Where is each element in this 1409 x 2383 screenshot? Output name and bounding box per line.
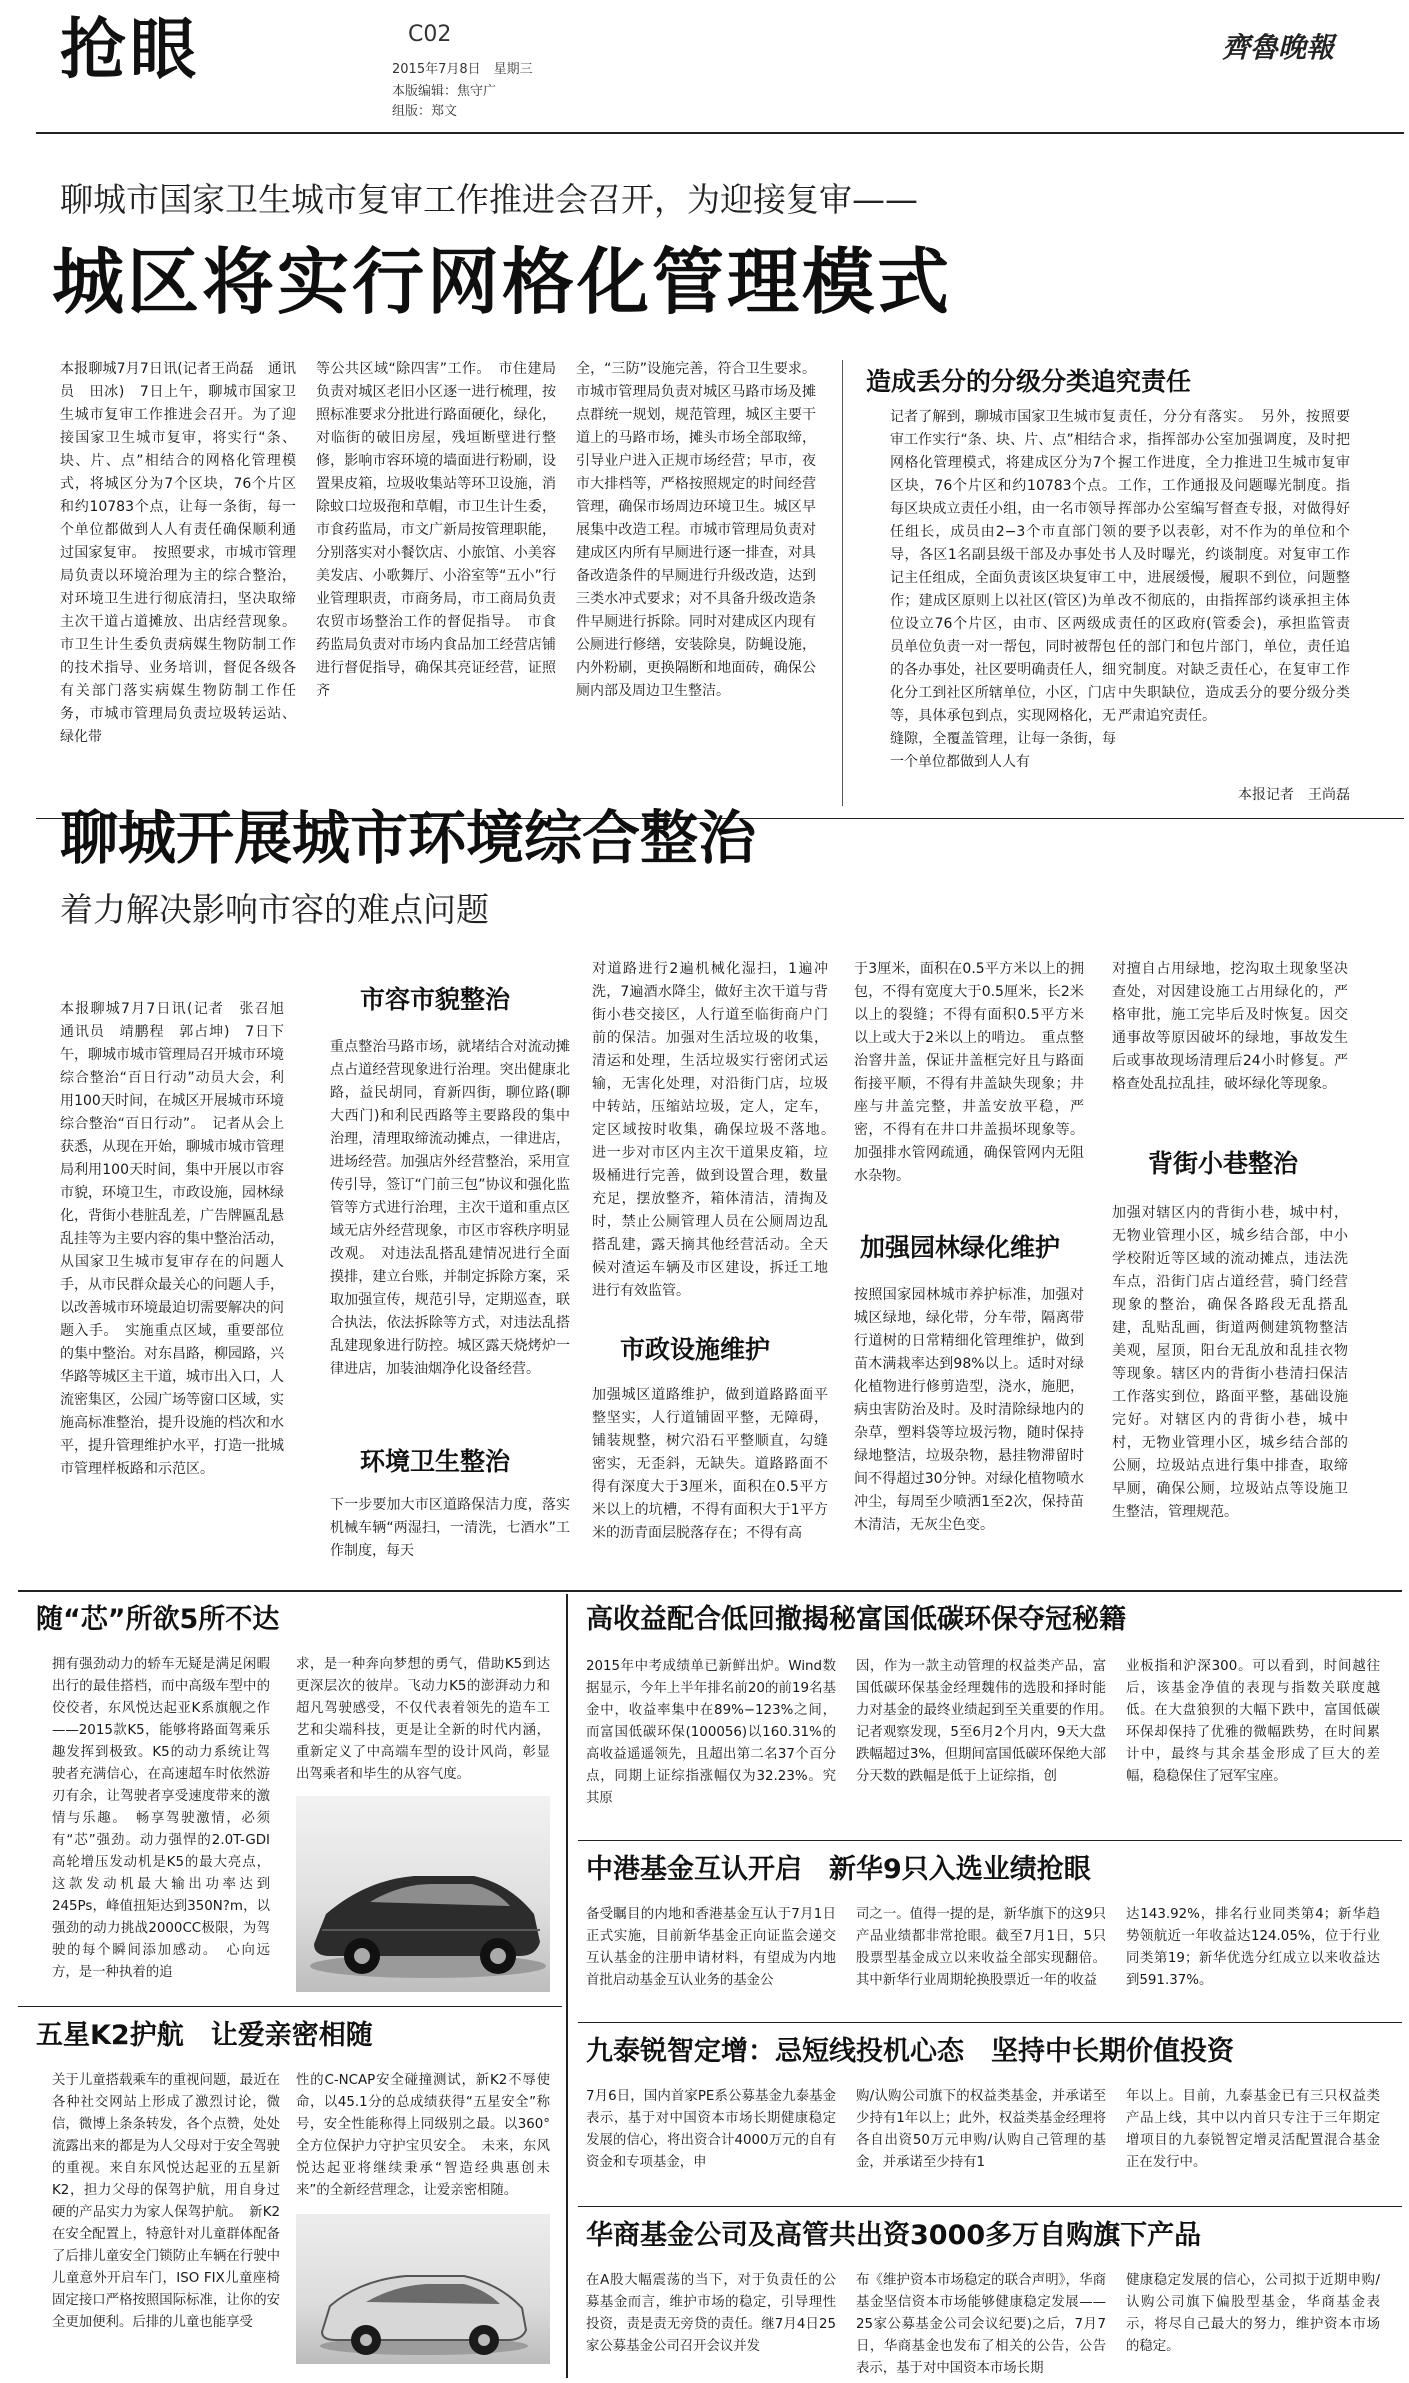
br-text-2: 因，作为一款主动管理的权益类产品，富国低碳环保基金经理魏伟的选股和择时能力对基金的最终业绩起到至关重要的作用。 记者观察发现，5至6月2个月内，9天大盘跌幅超过3%，但期间富国低碳环保绝大部分天数的跌幅是低于上证综指，创 — [856, 1659, 1120, 1784]
br-text-7: 7月6日，国内首家PE系公募基金九泰基金表示，基于对中国资本市场长期健康稳定发展的信心，将出资合计4000万元的自有资金和专项基金，申 — [586, 2089, 836, 2170]
layout-credit: 组版：郑文 — [392, 104, 458, 119]
br-text-11: 布《维护资本市场稳定的联合声明》，华商基金坚信资本市场能够健康稳定发展——25家公募基金公司会议纪要)之后，7月7日，华商基金也发布了相关的公告，公告表示，基于对中国资本市场长期 — [856, 2273, 1106, 2376]
sedan-icon — [296, 1796, 550, 1992]
story2-col2a: 重点整治马路市场，就堵结合对流动摊点占道经营现象进行治理。突出健康北路，益民胡同，育新四街，聊位路(聊大西门)和利民西路等主要路段的集中治理，清理取缔流动摊点，一律进店，进场经营。加强店外经营整治，采用宣传引导，签订“门前三包”协议和强化监管等方式进行治理，主次干道和重点区域无店外经营现象，市区市容秩序明显改观。 对违法乱搭乱建情况进行全面摸排，建立台账，并制定拆除方案，采取加强宣传，规范引导，定期巡查，联合执法，依法拆除等方式，对违法乱搭乱建现象进行防控。城区露天烧烤炉一律进店，加装油烟净化设备经营。 — [330, 1039, 570, 1377]
story2-col2b: 下一步要加大市区道路保洁力度，落实机械车辆“两湿扫，一清洗，七酒水”工作制度，每天 — [330, 1497, 570, 1559]
bl-headline-2: 五星K2护航 让爱亲密相随 — [36, 2020, 373, 2051]
br-text-3: 业板指和沪深300。可以看到，时间越往后，该基金净值的表现与指数关联度越低。在大盘狼狈的大幅下跌中，富国低碳环保却保持了优雅的微幅跌势，在时间累计中，最终与其余基金形成了巨大的差幅，稳稳保住了冠军宝座。 — [1126, 1659, 1380, 1784]
story2-subhead-sanitation: 环境卫生整治 — [360, 1447, 511, 1476]
car-photo-k5 — [296, 1796, 550, 1992]
br-text-6: 达143.92%，排名行业同类第4；新华趋势领航近一年收益达124.05%，位于行业同类第19；新华优选分红成立以来收益达到591.37%。 — [1126, 1907, 1380, 1988]
story2-subhead-alleys: 背街小巷整治 — [1148, 1149, 1299, 1178]
bl-text-2: 求，是一种奔向梦想的勇气，借助K5到达更深层次的彼岸。飞动力K5的澎湃动力和超凡驾驶感受，不仅代表着领先的造车工艺和尖端科技，更是让全新的时代内涵，重新定义了中高端车型的设计风尚，彰显出驾乘者和毕生的从容气度。 — [296, 1657, 550, 1782]
editor-credit: 本版编辑：焦守广 — [392, 84, 497, 99]
br-headline-1: 高收益配合低回撤揭秘富国低碳环保夺冠秘籍 — [586, 1604, 1126, 1635]
masthead-rule — [36, 132, 1404, 134]
story1-headline: 城区将实行网格化管理模式 — [52, 240, 953, 324]
br-headline-2: 中港基金互认开启 新华9只入选业绩抢眼 — [586, 1854, 1091, 1885]
br-headline-3: 九泰锐智定增：忌短线投机心态 坚持中长期价值投资 — [586, 2036, 1234, 2067]
br-text-9: 年以上。目前，九泰基金已有三只权益类产品上线，其中以内首只专注于三年期定增项目的九泰锐智定增灵活配置混合基金正在发行中。 — [1126, 2089, 1380, 2170]
br-headline-4: 华商基金公司及高管共出资3000多万自购旗下产品 — [586, 2220, 1202, 2251]
story1-col5: 责任，分分有落实。 另外，按照要求，指挥部办公室加强调度，及时把握工作进度，全力推进卫生城市复审工作，工作通报及问题曝光制度。指挥部办公室编写督查专报，对做得好的要予以表彰，对不作为的单位和个人及时曝光，约谈制度。对复审工作中，进展缓慢，履职不到位，问题整改不彻底的，由指挥部约谈承担主体责任的区政府(管委会)，承担监管责任的部门和包片部门，单位，责任追究制度。对缺乏责任心，在复审工作中失职缺位，造成丢分的要分级分类严肃追究责任。 — [1118, 409, 1350, 724]
story1-col2: 等公共区域“除四害”工作。 市住建局负责对城区老旧小区逐一进行梳理，按照标准要求分批进行路面硬化，绿化，对临街的破旧房屋，残垣断壁进行整修，影响市容环境的墙面进行粉刷，设置果皮箱，垃圾收集站等环卫设施，消除蚊口垃圾孢和草帽，市卫生计生委，市食药监局，市文广新局按管理职能，分别落实对小餐饮店、小旅馆、小美容美发店、小歌舞厅、小浴室等“五小”行业管理职责，市商务局，市工商局负责农贸市场整治工作的督促指导。 市食药监局负责对市场内食品加工经营店铺进行督促指导，确保其亮证经营，证照齐 — [316, 361, 556, 699]
br-text-8: 购/认购公司旗下的权益类基金，并承诺至少持有1年以上；此外，权益类基金经理将各自出资50万元申购/认购自己管理的基金，并承诺至少持有1 — [856, 2089, 1106, 2170]
hatchback-icon — [296, 2214, 550, 2364]
section-logo: 抢眼 — [60, 11, 200, 88]
story2-col1: 本报聊城7月7日讯(记者 张召旭 通讯员 靖鹏程 郭占坤) 7日下午，聊城市城市管理局召开城市环境综合整治“百日行动”动员大会，利用100天时间，在城区开展城市环境综合整治“百日行动”。 记者从会上获悉，从现在开始，聊城市城市管理局利用100天时间，集中开展以市容市貌，环境卫生，市政设施，园林绿化，背街小巷脏乱差，广告牌匾乱悬乱挂等为主要内容的集中整治活动，从国家卫生城市复审存在的问题人手，从市民群众最关心的问题人手，以改善城市环境最迫切需要解决的问题入手。 实施重点区域，重要部位的集中整治。对东昌路，柳园路，兴华路等城区主干道，城市出入口，人流密集区，公园广场等窗口区域，实施高标准整治，提升设施的档次和水平，提升管理维护水平，打造一批城市管理样板路和示范区。 — [60, 1001, 298, 1477]
story1-col3: 全，“三防”设施完善，符合卫生要求。市城市管理局负责对城区马路市场及摊点群统一规划，规范管理，城区主要干道上的马路市场，摊头市场全部取缔，引导业户进入正规市场经营；早市，夜市大排档等，严格按照规定的时间经营管理，确保市场周边环境卫生。城区早展集中改造工程。市城市管理局负责对建成区内所有早厕进行逐一排查，对具备改造条件的早厕进行升级改造，达到三类水冲式要求；对不具备升级改造条件早厕进行拆除。同时对建成区内现有公厕进行修缮，安装除臭，防蝇设施，内外粉刷，更换隔断和地面砖，确保公厕内部及周边卫生整洁。 — [576, 361, 816, 699]
story1-divider — [842, 360, 843, 806]
br-text-5: 司之一。值得一提的是，新华旗下的这9只产品业绩都非常抢眼。截至7月1日，5只股票型基金成立以来收益全部实现翻倍。其中新华行业周期轮换股票近一年的收益 — [856, 1907, 1106, 1988]
bl-divider — [18, 2006, 562, 2007]
story1-byline: 本报记者 王尚磊 — [1238, 787, 1350, 803]
br-text-10: 在A股大幅震荡的当下，对于负责任的公募基金而言，维护市场的稳定，引导理性投资，责是责无旁贷的责任。继7月4日25家公募基金公司召开会议并发 — [586, 2273, 836, 2354]
story2-col3b: 加强城区道路维护，做到道路路面平整坚实，人行道铺固平整，无障碍，铺装规整，树穴沿石平整顺直，勾缝密实，无歪斜，无缺失。道路路面不得有深度大于3厘米，面积在0.5平方米以上的坑槽，不得有面积大于1平方米的沥青面层脱落存在；不得有高 — [592, 1387, 828, 1541]
bl-text-4: 性的C-NCAP安全碰撞测试，新K2不辱使命，以45.1分的总成绩获得“五星安全”称号，安全性能称得上同级别之最。以360°全方位保护力守护宝贝安全。 未来，东风悦达起亚将继续秉承“智造经典惠创未来”的全新经营理念，让爱亲密相随。 — [296, 2073, 550, 2198]
issue-date: 2015年7月8日 星期三 — [392, 62, 533, 77]
bl-text-1: 拥有强劲动力的轿车无疑是满足闲暇出行的最佳搭档，而中高级车型中的佼佼者，东风悦达起亚K系旗舰之作——2015款K5，能够将路面驾乘乐趣发挥到极致。K5的动力系统让驾驶者充满信心，在高速超车时依然游刃有余，让驾驶者享受速度带来的激情与乐趣。 畅享驾驶激情，必须有“芯”强劲。动力强悍的2.0T-GDI高轮增压发动机是K5的最大亮点，这款发动机最大输出功率达到245Ps，峰值扭矩达到350N?m，以强劲的动力挑战2000CC极限，为驾驶的每个瞬间添加感动。 心向远方，是一种执着的追 — [52, 1657, 270, 1980]
br-text-1: 2015年中考成绩单已新鲜出炉。Wind数据显示，今年上半年排名前20的前19名基金中，收益率集中在89%−123%之间，而富国低碳环保(100056)以160.31%的高收益遥遥领先，且超出第二名37个百分点，同期上证综指涨幅仅为32.23%。究其原 — [586, 1659, 836, 1806]
bottom-vertical-divider — [566, 1594, 568, 2378]
story2-subhead-cityscape: 市容市貌整治 — [360, 985, 511, 1014]
br-text-12: 健康稳定发展的信心，公司拟于近期申购/认购公司旗下偏股型基金，华商基金表示，将尽自己最大的努力，维护资本市场的稳定。 — [1126, 2273, 1380, 2354]
story2-subhead-greening: 加强园林绿化维护 — [860, 1233, 1061, 1262]
story1-subhead: 造成丢分的分级分类追究责任 — [866, 367, 1192, 396]
newspaper-logo: 齊魯晚報 — [1222, 31, 1335, 64]
story1-kicker: 聊城市国家卫生城市复审工作推进会召开，为迎接复审—— — [60, 180, 918, 219]
br-divider-1 — [578, 1840, 1402, 1841]
bl-text-3: 关于儿童搭载乘车的重视问题，最近在各种社交网站上形成了激烈讨论，微信，微博上条条转发，各个点赞，处处流露出来的都是为人父母对于安全驾驶的重视。来自东风悦达起亚的五星新K2，担力父母的保驾护航，用自身过硬的产品实力为家人保驾护航。 新K2在安全配置上，特意针对儿童群体配备了后排儿童安全门锁防止车辆在行驶中儿童意外开启车门，ISO FIX儿童座椅固定接口严格按照国际标准，让你的安全更加便利。后排的儿童也能享受 — [52, 2073, 280, 2330]
car-photo-k2 — [296, 2214, 550, 2364]
story2-col5b: 加强对辖区内的背街小巷，城中村，无物业管理小区，城乡结合部，中小学校附近等区域的流动摊点，违法洗车点，沿街门店占道经营，骑门经营现象的整治，确保各路段无乱搭乱建，乱贴乱画，街道两侧建筑物整洁美观，屋顶，阳台无乱放和乱挂衣物等现象。辖区内的背街小巷清扫保洁工作落实到位，路面平整，基础设施完好。对辖区内的背街小巷，城中村，无物业管理小区，城乡结合部的公厕，垃圾站点进行集中排查，取缔早厕，确保公厕，垃圾站点等设施卫生整洁，管理规范。 — [1112, 1205, 1348, 1520]
story2-col5a: 对擅自占用绿地，挖沟取土现象坚决查处，对因建设施工占用绿化的，严格审批，施工完毕后及时恢复。因交通事故等原因破坏的绿地，事故发生后或事故现场清理后24小时修复。严格查处乱拉乱挂，破坏绿化等现象。 — [1112, 961, 1348, 1092]
br-divider-2 — [578, 2022, 1402, 2023]
bl-headline-1: 随“芯”所欲5所不达 — [36, 1604, 280, 1635]
bottom-section-rule — [18, 1590, 1402, 1592]
story2-col3a: 对道路进行2遍机械化湿扫，1遍冲洗，7遍酒水降尘，做好主次干道与背街小巷交接区，人行道至临街商户门前的保洁。加强对生活垃圾的收集，清运和处理，生活垃圾实行密闭式运输，无害化处理，对沿街门店，垃圾中转站，压缩站垃圾，定人，定车，定区域按时收集，确保垃圾不落地。 进一步对市区内主次干道果皮箱，垃圾桶进行完善，做到设置合理，数量充足，摆放整齐，箱体清洁，清掏及时，禁止公厕管理人员在公厕周边乱搭乱建，露天摘其他经营活动。全天候对渣运车辆及市区建设，拆迁工地进行有效监管。 — [592, 961, 842, 1299]
page-number: C02 — [408, 22, 452, 47]
story1-col1: 本报聊城7月7日讯(记者王尚磊 通讯员 田冰) 7日上午，聊城市国家卫生城市复审工作推进会召开。为了迎接国家卫生城市复审，将实行“条、块、片、点”相结合的网格化管理模式，将城区分为7个区块，76个片区和约10783个点，让每一条街，每一个单位都做到人人有责任确保顺利通过国家复审。 按照要求，市城市管理局负责以环境治理为主的综合整治，对环境卫生进行彻底清扫，坚决取缔主次干道占道摊放、出店经营现象。市卫生计生委负责病媒生物防制工作的技术指导、业务培训，督促各级各有关部门落实病媒生物防制工作任务，市城市管理局负责垃圾转运站、绿化带 — [60, 361, 296, 745]
br-text-4: 备受瞩目的内地和香港基金互认于7月1日正式实施，目前新华基金正向证监会递交互认基金的注册申请材料，有望成为内地首批启动基金互认业务的基金公 — [586, 1907, 836, 1988]
story2-col4a: 于3厘米，面积在0.5平方米以上的拥包，不得有宽度大于0.5厘米，长2米以上的裂缝；不得有面积0.5平方米以上或大于2米以上的啃边。 重点整治窨井盖，保证井盖框完好且与路面衔接平顺，不得有井盖缺失现象；井座与井盖完整，井盖安放平稳，严密，不得有在井口井盖损坏现象等。加强排水管网疏通，确保管网内无阻水杂物。 — [854, 961, 1084, 1184]
story2-subhead-municipal: 市政设施维护 — [620, 1335, 771, 1364]
story2-deck: 着力解决影响市容的难点问题 — [60, 890, 489, 929]
story1-col4: 记者了解到，聊城市国家卫生城市复审工作实行“条、块、片、点”相结合网格化管理模式，将建成区分为7个区块，76个片区和约10783个点。每区块成立责任小组，由一名市领导任组长，成员由2−3个市直部门领导，各区1名副县级干部及办事处书记主任组成，全面负责该区块复审工作；建成区原则上以社区(管区)为单位设立76个片区，由市、区两级成员单位负责一对一帮包，同时被帮包的各办事处，社区要明确责任人，细化分工到社区所辖单位，小区，门店等，具体承包到点，实现网格化，无缝隙，全覆盖管理，让每一条街，每一个单位都做到人人有 — [890, 409, 1116, 770]
story2-col4b: 按照国家园林城市养护标准，加强对城区绿地，绿化带，分车带，隔离带行道树的日常精细化管理维护，做到苗木满栽率达到98%以上。适时对绿化植物进行修剪造型，浇水，施肥，病虫害防治及时。及时清除绿地内的杂草，塑料袋等垃圾污物，随时保持绿地整洁，垃圾杂物，悬挂物滞留时间不得超过30分钟。对绿化植物喷水冲尘，每周至少喷洒1至2次，保持苗木清洁，无灰尘色变。 — [854, 1287, 1084, 1533]
br-divider-3 — [578, 2206, 1402, 2207]
story2-headline: 聊城开展城市环境综合整治 — [60, 804, 757, 872]
